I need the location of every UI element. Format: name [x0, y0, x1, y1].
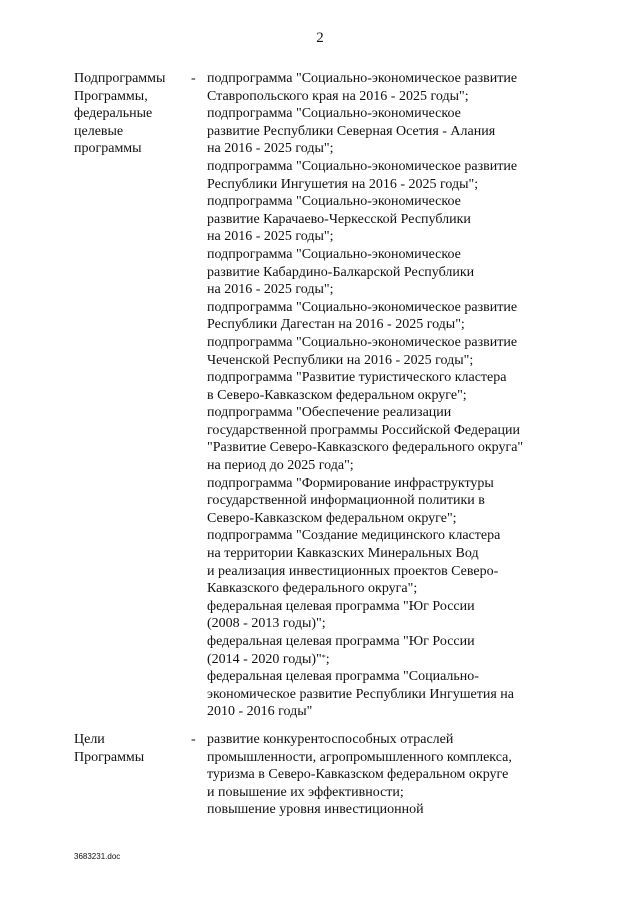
content-line: развитие Карачаево-Черкесской Республики: [207, 211, 471, 227]
content-line: развитие Кабардино-Балкарской Республики: [207, 264, 475, 280]
content-line: на территории Кавказских Минеральных Вод: [207, 546, 479, 562]
content-line: на 2016 - 2025 годы";: [207, 229, 334, 245]
content-line: подпрограмма "Социально-экономическое: [207, 246, 461, 262]
content-line: промышленности, агропромышленного комплекса,: [207, 749, 512, 765]
content-line: "Развитие Северо-Кавказского федерального округа": [207, 440, 524, 456]
content-line: туризма в Северо-Кавказском федеральном округе: [207, 767, 509, 783]
content-line: подпрограмма "Социально-экономическое: [207, 106, 461, 122]
content-line: подпрограмма "Обеспечение реализации: [207, 405, 452, 421]
content-line: на период до 2025 года";: [207, 458, 354, 474]
content-line: Республики Ингушетия на 2016 - 2025 годы";: [207, 176, 479, 192]
content-line: государственной информационной политики в: [207, 493, 485, 509]
content-line: подпрограмма "Социально-экономическое развитие: [207, 334, 518, 350]
content-line: и повышение их эффективности;: [207, 784, 404, 800]
file-name-footer: 3683231.doc: [74, 852, 121, 861]
section-label: Подпрограммы Программы, федеральные целевые программы: [74, 71, 166, 157]
content-line: на 2016 - 2025 годы";: [207, 141, 334, 157]
content-line: подпрограмма "Развитие туристического кластера: [207, 370, 507, 386]
section-content: [207, 70, 587, 721]
content-line: подпрограмма "Социально-экономическое развитие: [207, 71, 518, 86]
line-suffix: ;: [325, 651, 330, 667]
content-line-footnoted: [207, 651, 587, 669]
content-line-text: (2014 - 2020 годы)": [207, 651, 322, 667]
content-line: Республики Дагестан на 2016 - 2025 годы";: [207, 317, 465, 333]
content-line: и реализация инвестиционных проектов Северо-: [207, 563, 499, 579]
content-line: экономическое развитие Республики Ингушетия на: [207, 686, 514, 702]
section-dash: -: [191, 71, 196, 86]
content-line: Ставропольского края на 2016 - 2025 годы";: [207, 88, 469, 104]
footnote-mark: *: [321, 652, 326, 662]
content-line: подпрограмма "Социально-экономическое развитие: [207, 299, 518, 315]
content-line: государственной программы Российской Федерации: [207, 422, 520, 438]
section-dash: -: [191, 732, 196, 747]
content-line: федеральная целевая программа "Юг России: [207, 598, 475, 614]
content-line: Кавказского федерального округа";: [207, 581, 418, 597]
section-content: [207, 731, 587, 819]
content-line: развитие конкурентоспособных отраслей: [207, 732, 454, 747]
content-line: в Северо-Кавказском федеральном округе";: [207, 387, 467, 403]
content-line: повышение уровня инвестиционной: [207, 802, 424, 818]
content-line: Чеченской Республики на 2016 - 2025 годы";: [207, 352, 474, 368]
content-line: Северо-Кавказском федеральном округе";: [207, 510, 457, 526]
content-line: развитие Республики Северная Осетия - Алания: [207, 123, 496, 139]
content-line: подпрограмма "Создание медицинского кластера: [207, 528, 501, 544]
content-line: федеральная целевая программа "Социально-: [207, 669, 479, 685]
content-line: 2010 - 2016 годы": [207, 704, 313, 720]
section-label: Цели Программы: [74, 732, 145, 765]
page-number: 2: [316, 30, 324, 46]
content-line: (2008 - 2013 годы)";: [207, 616, 326, 632]
content-line: подпрограмма "Социально-экономическое развитие: [207, 158, 518, 174]
content-line: подпрограмма "Формирование инфраструктуры: [207, 475, 494, 491]
content-line: подпрограмма "Социально-экономическое: [207, 194, 461, 210]
content-line: федеральная целевая программа "Юг России: [207, 634, 475, 649]
content-line: на 2016 - 2025 годы";: [207, 282, 334, 298]
